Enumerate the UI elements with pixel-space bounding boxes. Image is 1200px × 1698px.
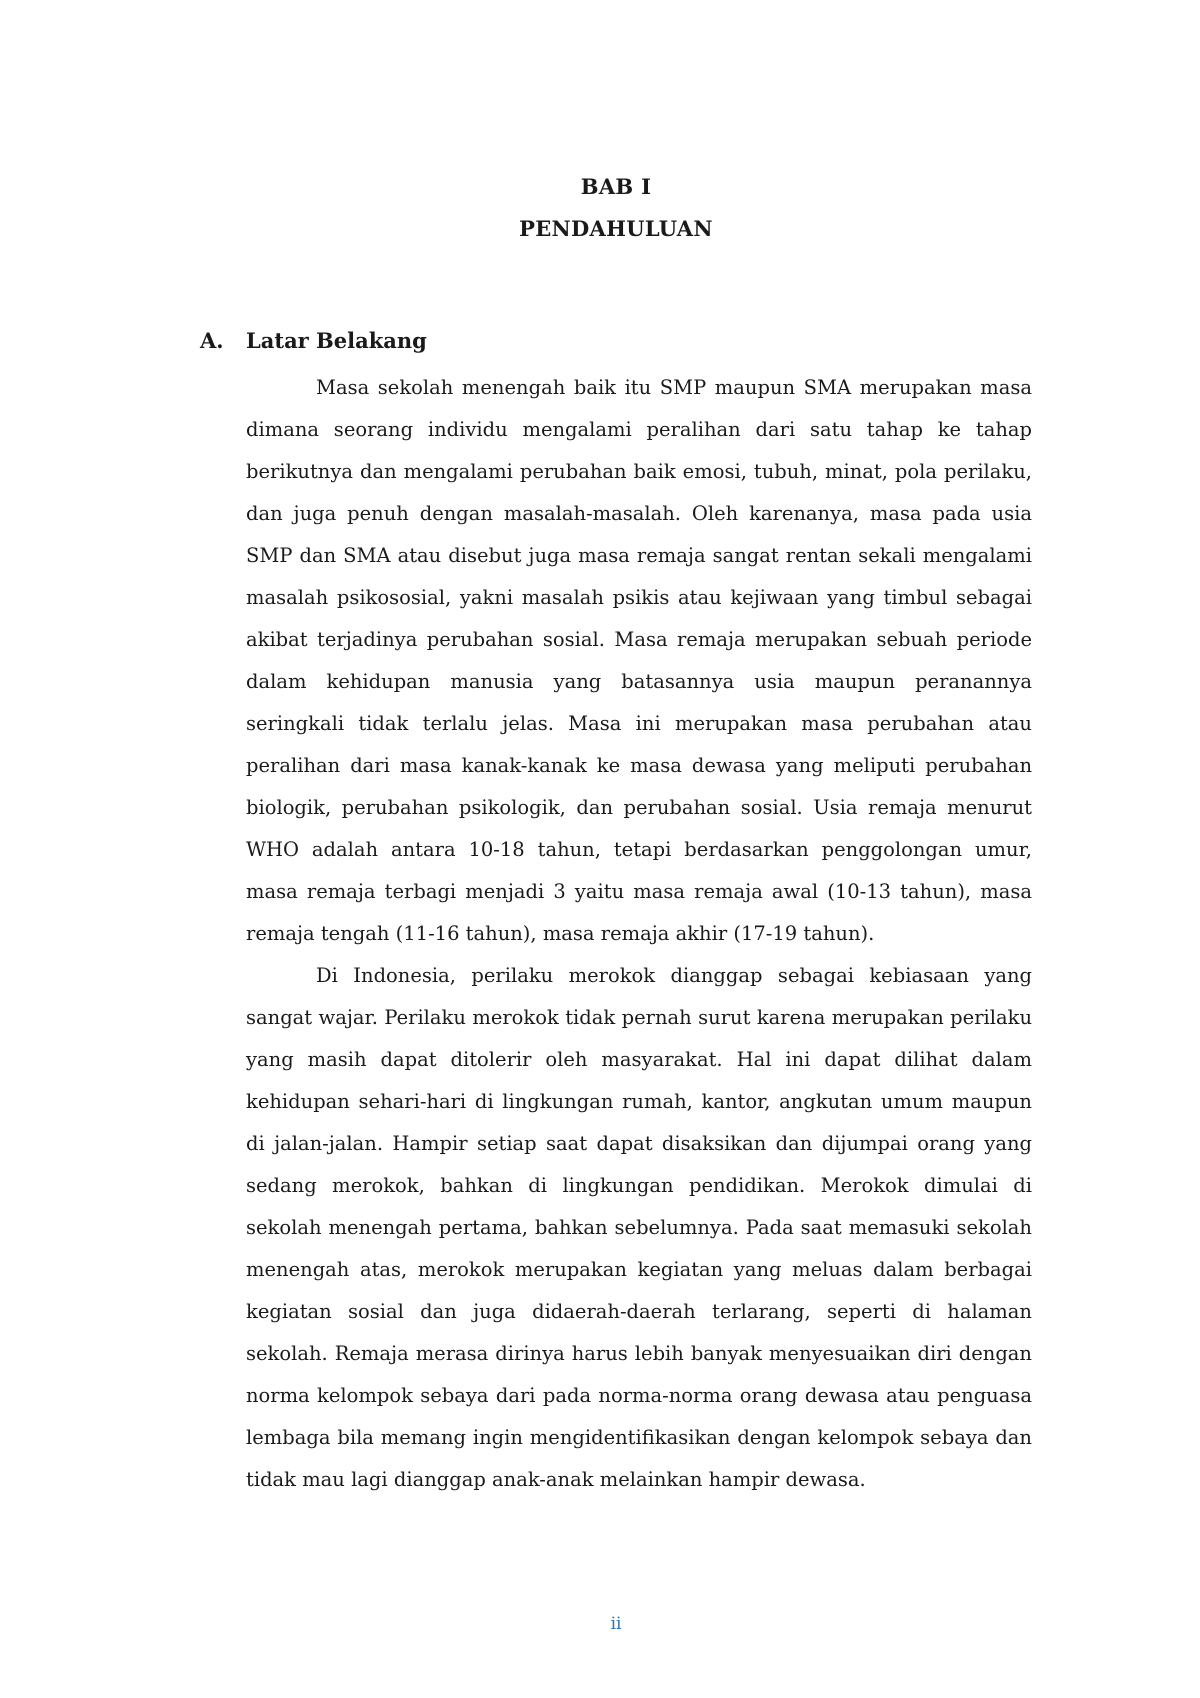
section-heading bbox=[200, 328, 427, 353]
chapter-number: BAB I bbox=[580, 174, 652, 199]
body-text bbox=[246, 367, 1032, 1501]
section-letter: A. bbox=[200, 328, 224, 353]
paragraph: Di Indonesia, perilaku merokok dianggap sebagai kebiasaan yang sangat wajar. Perilaku merokok tidak pernah surut karena merupakan perilaku yang masih dapat ditolerir oleh masyarakat. Hal ini dapat dilihat dalam kehidupan sehari-hari di lingkungan rumah, kantor, angkutan umum maupun di jalan-jalan. Hampir setiap saat dapat disaksikan dan dijumpai orang yang sedang merokok, bahkan di lingkungan pendidikan. Merokok dimulai di sekolah menengah pertama, bahkan sebelumnya. Pada saat memasuki sekolah menengah atas, merokok merupakan kegiatan yang meluas dalam berbagai kegiatan sosial dan juga didaerah-daerah terlarang, seperti di halaman sekolah. Remaja merasa dirinya harus lebih banyak menyesuaikan diri dengan norma kelompok sebaya dari pada norma-norma orang dewasa atau penguasa lembaga bila memang ingin mengidentifikasikan dengan kelompok sebaya dan tidak mau lagi dianggap anak-anak melainkan hampir dewasa. bbox=[246, 964, 1032, 1491]
section-title: Latar Belakang bbox=[246, 328, 427, 353]
chapter-title: PENDAHULUAN bbox=[519, 216, 713, 241]
paragraph: Masa sekolah menengah baik itu SMP maupun SMA merupakan masa dimana seorang individu mengalami peralihan dari satu tahap ke tahap berikutnya dan mengalami perubahan baik emosi, tubuh, minat, pola perilaku, dan juga penuh dengan masalah-masalah. Oleh karenanya, masa pada usia SMP dan SMA atau disebut juga masa remaja sangat rentan sekali mengalami masalah psikososial, yakni masalah psikis atau kejiwaan yang timbul sebagai akibat terjadinya perubahan sosial. Masa remaja merupakan sebuah periode dalam kehidupan manusia yang batasannya usia maupun peranannya seringkali tidak terlalu jelas. Masa ini merupakan masa perubahan atau peralihan dari masa kanak-kanak ke masa dewasa yang meliputi perubahan biologik, perubahan psikologik, dan perubahan sosial. Usia remaja menurut WHO adalah antara 10-18 tahun, tetapi berdasarkan penggolongan umur, masa remaja terbagi menjadi 3 yaitu masa remaja awal (10-13 tahun), masa remaja tengah (11-16 tahun), masa remaja akhir (17-19 tahun). bbox=[246, 376, 1032, 945]
page-number: ii bbox=[610, 1614, 622, 1634]
